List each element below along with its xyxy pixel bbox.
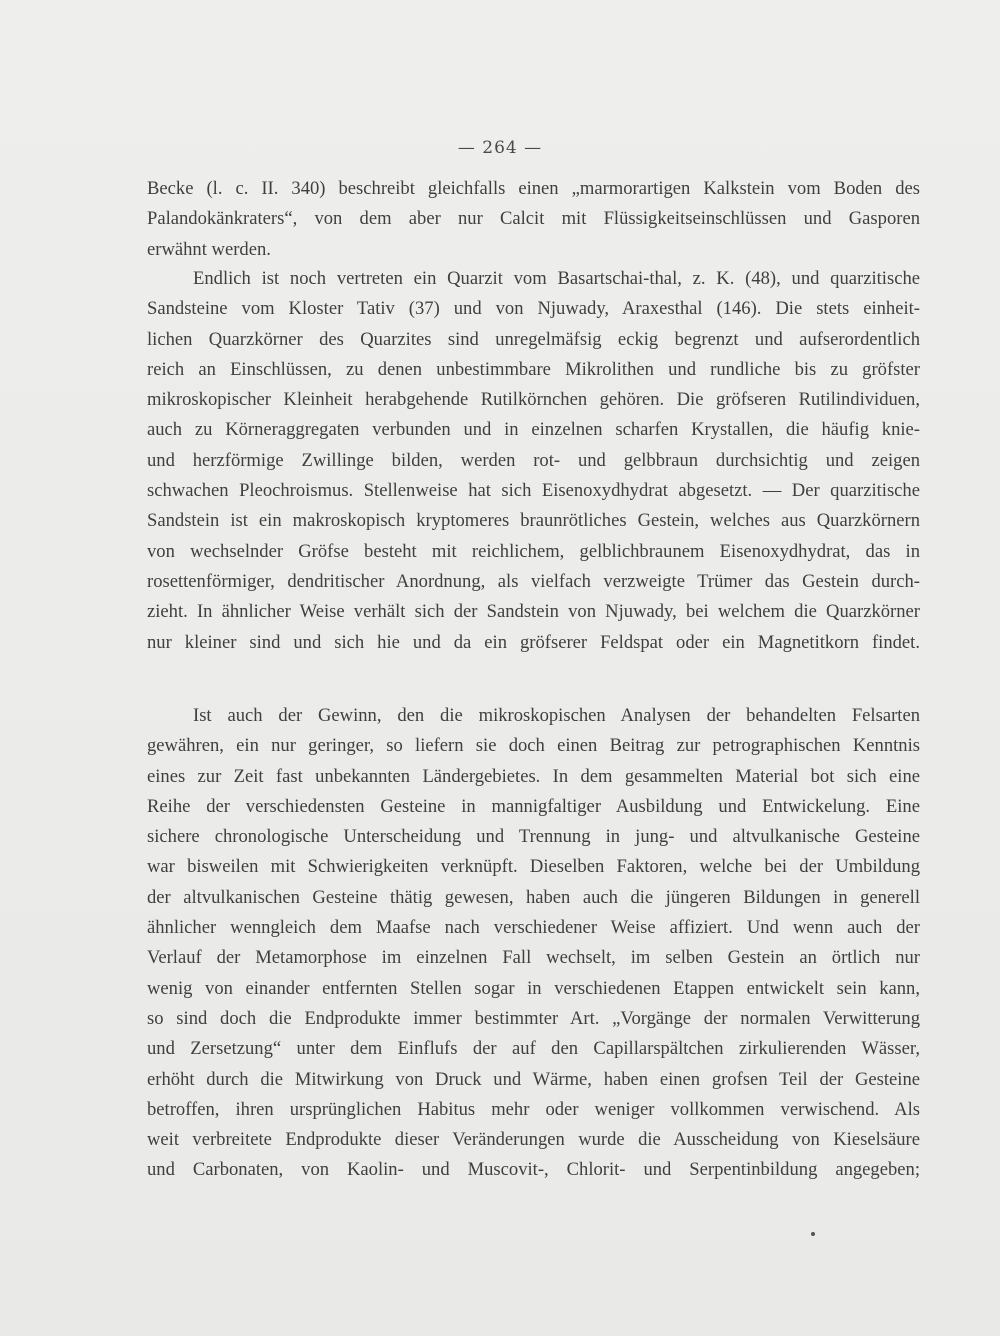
text-line: und Carbonaten, von Kaolin- und Muscovit-, Chlorit- und Serpentinbildung angegeben; — [147, 1159, 920, 1181]
page-number: — 264 — — [457, 138, 543, 158]
text-line: Ist auch der Gewinn, den die mikroskopischen Analysen der behandelten Felsarten — [193, 705, 920, 726]
ink-speck — [811, 1232, 815, 1236]
text-line: Becke (l. c. II. 340) beschreibt gleichfalls einen „marmorartigen Kalkstein vom Boden des — [147, 178, 920, 199]
paragraph-2 — [147, 264, 920, 658]
text-line: von wechselnder Gröfse besteht mit reichlichem, gelblichbraunem Eisenoxydhydrat, das in — [147, 540, 920, 562]
text-line: Reihe der verschiedensten Gesteine in mannigfaltiger Ausbildung und Entwickelung. Eine — [147, 795, 920, 817]
text-line: Endlich ist noch vertreten ein Quarzit vom Basartschai-thal, z. K. (48), und quarzitische — [193, 268, 920, 289]
text-line: weit verbreitete Endprodukte dieser Veränderungen wurde die Ausscheidung von Kieselsäure — [147, 1129, 920, 1151]
text-line: Palandokänkraters“, von dem aber nur Calcit mit Flüssigkeitseinschlüssen und Gasporen — [147, 208, 920, 230]
text-line: auch zu Körneraggregaten verbunden und in einzelnen scharfen Krystallen, die häufig knie- — [147, 419, 920, 441]
text-line: rosettenförmiger, dendritischer Anordnung, als vielfach verzweigte Trümer das Gestein durch- — [147, 570, 920, 592]
text-line: war bisweilen mit Schwierigkeiten verknüpft. Dieselben Faktoren, welche bei der Umbildung — [147, 856, 920, 878]
text-line: wenig von einander entfernten Stellen sogar in verschiedenen Etappen entwickelt sein kann, — [147, 977, 920, 999]
text-line: und herzförmige Zwillinge bilden, werden rot- und gelbbraun durchsichtig und zeigen — [147, 449, 920, 471]
text-line: reich an Einschlüssen, zu denen unbestimmbare Mikrolithen und rundliche bis zu gröfster — [147, 358, 920, 380]
text-line: der altvulkanischen Gesteine thätig gewesen, haben auch die jüngeren Bildungen in generell — [147, 886, 920, 908]
text-line: eines zur Zeit fast unbekannten Ländergebietes. In dem gesammelten Material bot sich eine — [147, 765, 920, 787]
text-line: ähnlicher wenngleich dem Maafse nach verschiedener Weise affiziert. Und wenn auch der — [147, 917, 920, 939]
text-line: gewähren, ein nur geringer, so liefern sie doch einen Beitrag zur petrographischen Kenntnis — [147, 735, 920, 757]
text-line: mikroskopischer Kleinheit herabgehende Rutilkörnchen gehören. Die gröfseren Rutilindividuen, — [147, 389, 920, 411]
paragraph-1 — [147, 174, 920, 265]
text-line: Sandstein ist ein makroskopisch kryptomeres braunrötliches Gestein, welches aus Quarzkörnern — [147, 510, 920, 532]
text-line: Sandsteine vom Kloster Tativ (37) und von Njuwady, Araxesthal (146). Die stets einheit- — [147, 298, 920, 320]
text-line: nur kleiner sind und sich hie und da ein gröfserer Feldspat oder ein Magnetitkorn findet. — [147, 631, 920, 653]
text-line: erwähnt werden. — [147, 238, 271, 260]
text-line: zieht. In ähnlicher Weise verhält sich der Sandstein von Njuwady, bei welchem die Quarzkörner — [147, 601, 920, 623]
text-line: und Zersetzung“ unter dem Einflufs der auf den Capillarspältchen zirkulierenden Wässer, — [147, 1038, 920, 1060]
text-line: Verlauf der Metamorphose im einzelnen Fall wechselt, im selben Gestein an örtlich nur — [147, 947, 920, 969]
paragraph-3 — [147, 701, 920, 1186]
text-line: lichen Quarzkörner des Quarzites sind unregelmäfsig eckig begrenzt und aufserordentlich — [147, 328, 920, 350]
text-line: so sind doch die Endprodukte immer bestimmter Art. „Vorgänge der normalen Verwitterung — [147, 1007, 920, 1029]
text-line: erhöht durch die Mitwirkung von Druck und Wärme, haben einen grofsen Teil der Gesteine — [147, 1068, 920, 1090]
text-line: sichere chronologische Unterscheidung und Trennung in jung- und altvulkanische Gesteine — [147, 826, 920, 848]
text-line: schwachen Pleochroismus. Stellenweise hat sich Eisenoxydhydrat abgesetzt. — Der quarzitische — [147, 480, 920, 502]
text-line: betroffen, ihren ursprünglichen Habitus mehr oder weniger vollkommen verwischend. Als — [147, 1098, 920, 1120]
